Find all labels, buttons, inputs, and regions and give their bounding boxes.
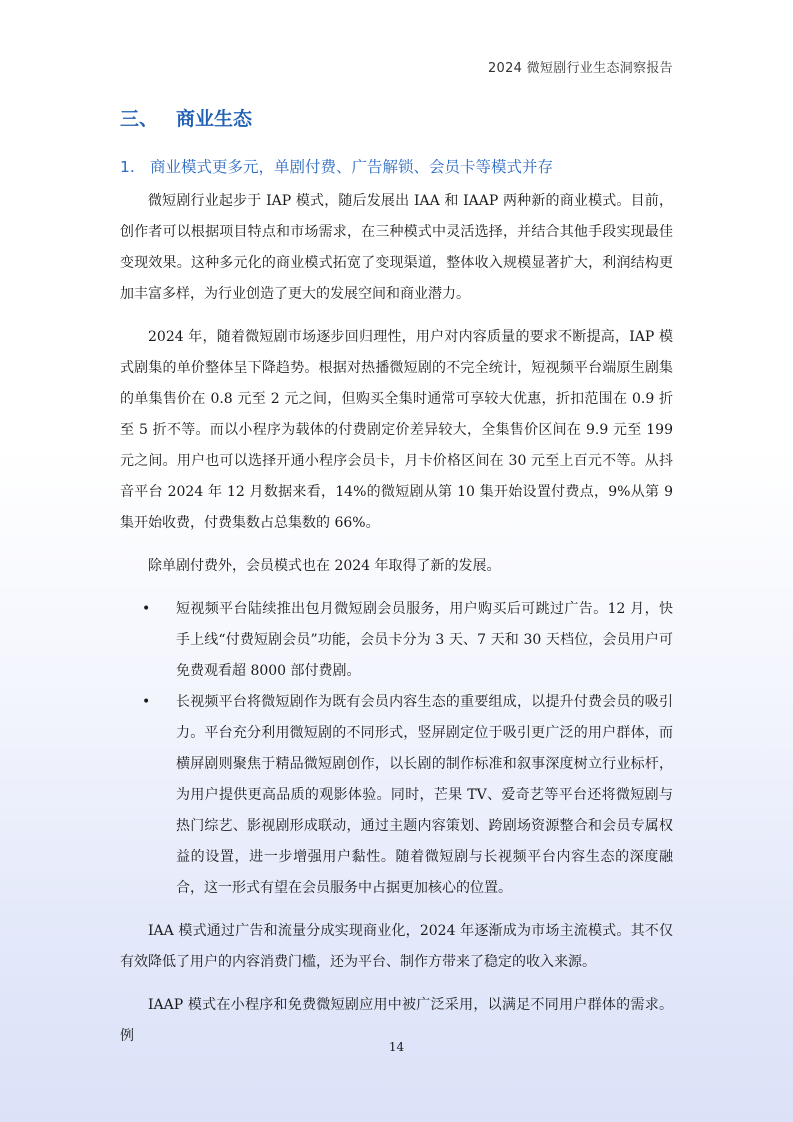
paragraph: IAAP 模式在小程序和免费微短剧应用中被广泛采用，以满足不同用户群体的需求。例 <box>120 997 673 1044</box>
paragraph: IAA 模式通过广告和流量分成实现商业化，2024 年逐渐成为市场主流模式。其不仅有效降低了用户的内容消费门槛，还为平台、制作方带来了稳定的收入来源。 <box>120 923 673 970</box>
bullet-marker: • <box>142 694 151 710</box>
bullet-text: 长视频平台将微短剧作为既有会员内容生态的重要组成，以提升付费会员的吸引力。平台充分利用微短剧的不同形式，竖屏剧定位于吸引更广泛的用户群体，而横屏剧则聚焦于精品微短剧创作，以长剧的制作标准和叙事深度树立行业标杆，为用户提供更高品质的观影体验。同时，芒果 TV、爱奇艺等平台还将微短剧与热门综艺、影视剧形成联动，通过主题内容策划、跨剧场资源整合和会员专属权益的设置，进一步增强用户黏性。随着微短剧与长视频平台内容生态的深度融合，这一形式有望在会员服务中占据更加核心的位置。 <box>176 694 673 896</box>
paragraph: 除单剧付费外，会员模式也在 2024 年取得了新的发展。 <box>148 558 501 574</box>
bullet-item <box>120 594 673 687</box>
paragraph: 2024 年，随着微短剧市场逐步回归理性，用户对内容质量的要求不断提高，IAP 模式剧集的单价整体呈下降趋势。根据对热播微短剧的不完全统计，短视频平台端原生剧集的单集售价在 0.8 元至 2 元之间，但购买全集时通常可享较大优惠，折扣范围在 0.9 折至 5 折不等。而以小程序为载体的付费剧定价差异较大，全集售价区间在 9.9 元至 199 元之间。用户也可以选择开通小程序会员卡，月卡价格区间在 30 元至上百元不等。从抖音平台 2024 年 12 月数据来看，14%的微短剧从第 10 集开始设置付费点，9%从第 9 集开始收费，付费集数占总集数的 66%。 <box>120 329 673 531</box>
body-text <box>120 186 673 1064</box>
page-number: 14 <box>388 1040 405 1054</box>
bullet-marker: • <box>142 601 151 617</box>
subsection-heading <box>120 155 553 177</box>
section-number: 三、 <box>120 108 159 130</box>
running-header: 2024 微短剧行业生态洞察报告 <box>487 61 673 76</box>
subsection-number: 1. <box>120 158 135 176</box>
section-title: 商业生态 <box>176 108 253 130</box>
section-heading <box>120 104 252 131</box>
bullet-item <box>120 687 673 904</box>
bullet-text: 短视频平台陆续推出包月微短剧会员服务，用户购买后可跳过广告。12 月，快手上线“付费短剧会员”功能，会员卡分为 3 天、7 天和 30 天档位，会员用户可免费观看超 8000 部付费剧。 <box>176 601 673 679</box>
bullet-list <box>120 594 673 904</box>
paragraph: 微短剧行业起步于 IAP 模式，随后发展出 IAA 和 IAAP 两种新的商业模式。目前，创作者可以根据项目特点和市场需求，在三种模式中灵活选择，并结合其他手段实现最佳变现效果。这种多元化的商业模式拓宽了变现渠道，整体收入规模显著扩大，利润结构更加丰富多样，为行业创造了更大的发展空间和商业潜力。 <box>120 193 673 302</box>
subsection-title: 商业模式更多元，单剧付费、广告解锁、会员卡等模式并存 <box>150 158 554 176</box>
